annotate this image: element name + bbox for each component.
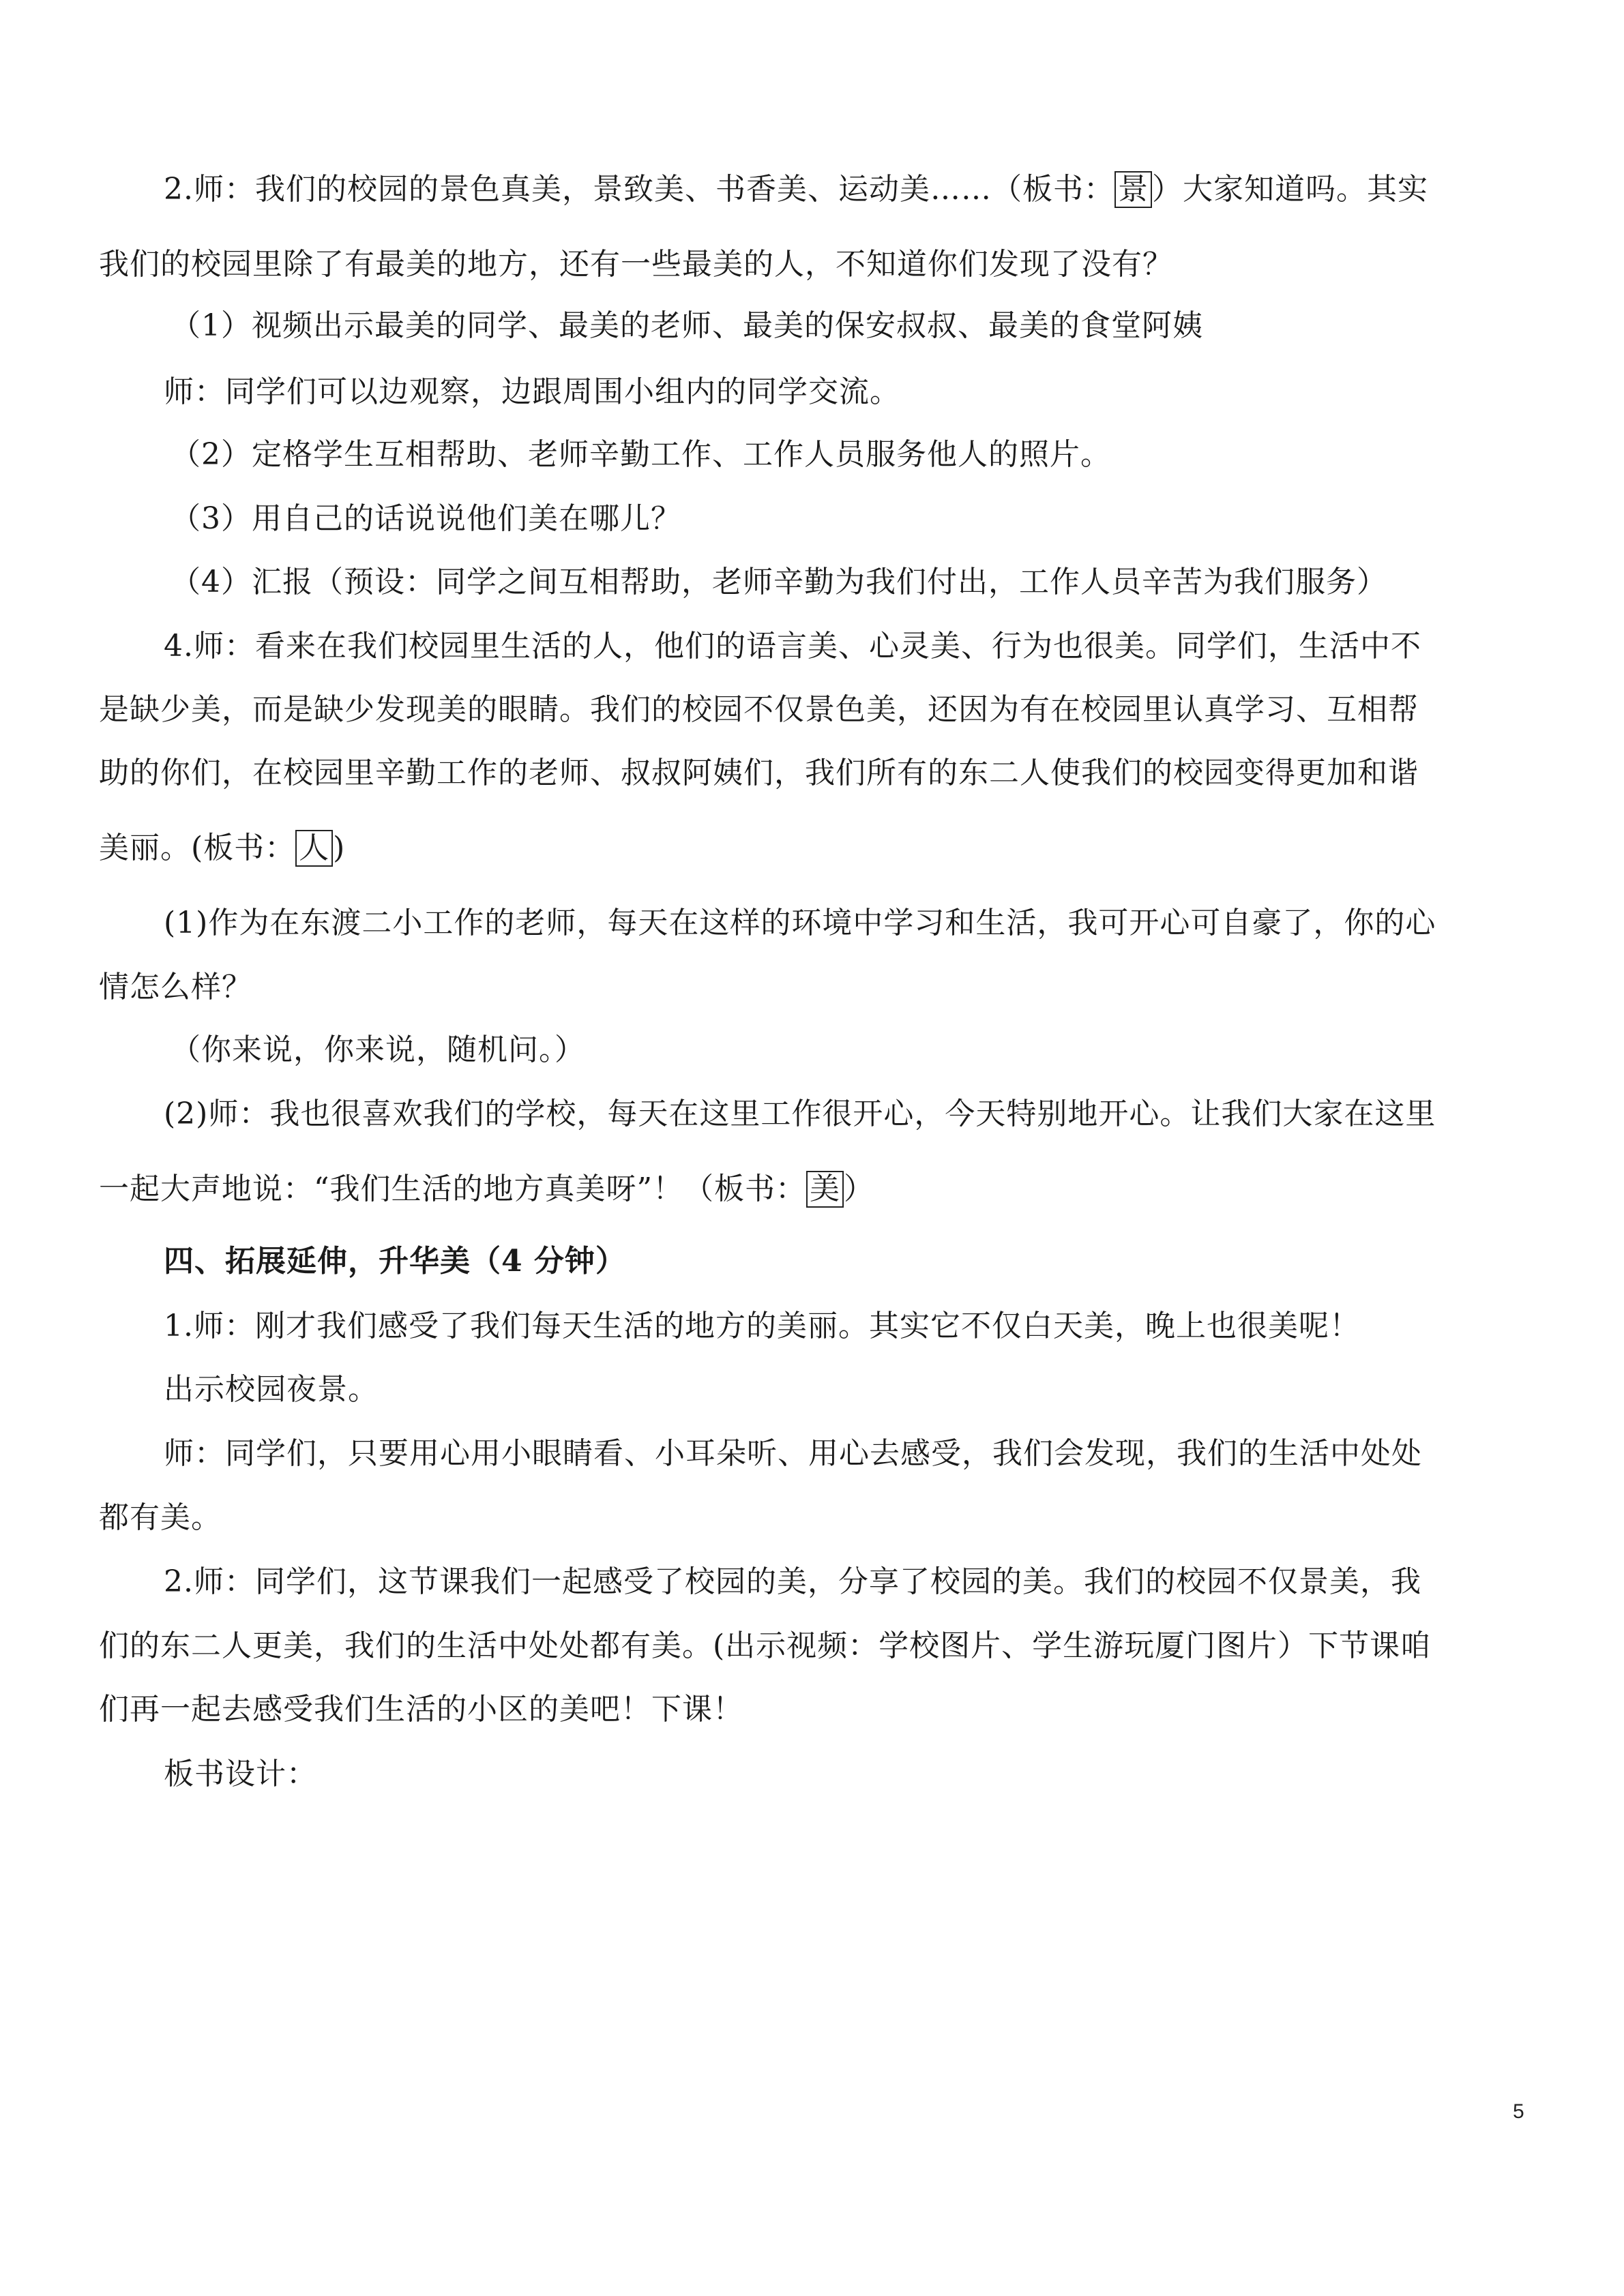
board-word-box: 景 <box>1114 171 1152 208</box>
board-word-box: 美 <box>806 1171 844 1208</box>
extension-3-line-1: 师：同学们，只要用心用小眼睛看、小耳朵听、用心去感受，我们会发现，我们的生活中处处 <box>164 1436 1422 1471</box>
extension-3-line-2: 都有美。 <box>99 1500 222 1535</box>
paragraph-4-line-4 <box>99 828 345 869</box>
question-1-line-2: 情怎么样？ <box>99 970 252 1004</box>
extension-2: 出示校园夜景。 <box>164 1372 379 1407</box>
question-2-line-2 <box>99 1169 874 1210</box>
paragraph-4-line-2: 是缺少美，而是缺少发现美的眼睛。我们的校园不仅景色美，还因为有在校园里认真学习、互相帮 <box>99 692 1419 727</box>
paragraph-4-line-1: 4.师：看来在我们校园里生活的人，他们的语言美、心灵美、行为也很美。同学们，生活中不 <box>164 629 1421 664</box>
question-1-line-1: (1)作为在东渡二小工作的老师，每天在这样的环境中学习和生活，我可开心可自豪了，你的心 <box>164 906 1436 940</box>
closing-line-2: 们的东二人更美，我们的生活中处处都有美。(出示视频：学校图片、学生游玩厦门图片）下节课咱 <box>99 1628 1432 1663</box>
question-1-note: （你来说，你来说，随机问。） <box>171 1032 585 1067</box>
paragraph-2-line-1 <box>164 169 1428 210</box>
text: 美丽。(板书： <box>99 831 296 865</box>
step-1: （1）视频出示最美的同学、最美的老师、最美的保安叔叔、最美的食堂阿姨 <box>171 308 1203 343</box>
teacher-line-1: 师：同学们可以边观察，边跟周围小组内的同学交流。 <box>164 374 900 409</box>
closing-line-1: 2.师：同学们，这节课我们一起感受了校园的美，分享了校园的美。我们的校园不仅景美，我 <box>164 1564 1421 1599</box>
text: 一起大声地说：“我们生活的地方真美呀”！（板书： <box>99 1172 806 1206</box>
board-design-label: 板书设计： <box>164 1757 317 1791</box>
paragraph-4-line-3: 助的你们，在校园里辛勤工作的老师、叔叔阿姨们，我们所有的东二人使我们的校园变得更加和谐 <box>99 756 1419 790</box>
step-2: （2）定格学生互相帮助、老师辛勤工作、工作人员服务他人的照片。 <box>171 437 1111 472</box>
section-heading-4: 四、拓展延伸，升华美（4 分钟） <box>164 1244 626 1279</box>
page-number: 5 <box>1513 2100 1524 2123</box>
question-2-line-1: (2)师：我也很喜欢我们的学校，每天在这里工作很开心，今天特别地开心。让我们大家在这里 <box>164 1097 1436 1131</box>
text: ) <box>333 831 346 865</box>
step-4: （4）汇报（预设：同学之间互相帮助，老师辛勤为我们付出，工作人员辛苦为我们服务） <box>171 565 1387 599</box>
step-3: （3）用自己的话说说他们美在哪儿？ <box>171 501 681 536</box>
board-word-box: 人 <box>295 830 333 867</box>
text: ）大家知道吗。其实 <box>1151 172 1428 207</box>
text: ） <box>844 1172 874 1206</box>
extension-1: 1.师：刚才我们感受了我们每天生活的地方的美丽。其实它不仅白天美，晚上也很美呢！ <box>164 1309 1360 1343</box>
text: 2.师：我们的校园的景色真美，景致美、书香美、运动美……（板书： <box>164 172 1114 207</box>
closing-line-3: 们再一起去感受我们生活的小区的美吧！下课！ <box>99 1692 743 1727</box>
paragraph-2-line-2: 我们的校园里除了有最美的地方，还有一些最美的人，不知道你们发现了没有？ <box>99 247 1173 282</box>
